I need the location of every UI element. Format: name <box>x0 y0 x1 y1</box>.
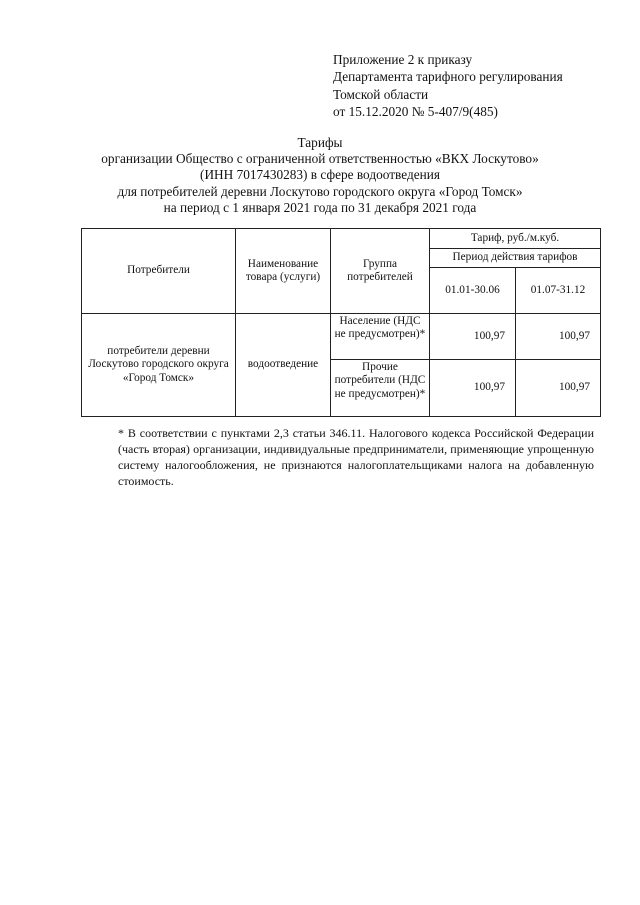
header-period-2: 01.07-31.12 <box>516 268 601 314</box>
appendix-reference <box>333 51 563 120</box>
product-cell: водоотведение <box>236 314 331 417</box>
heading-title: Тарифы <box>297 135 343 150</box>
group-cell: Население (НДС не предусмотрен)* <box>331 314 430 360</box>
appendix-line: Томской области <box>333 86 429 102</box>
tariff-value-cell: 100,97 <box>430 314 516 360</box>
group-cell: Прочие потребители (НДС не предусмотрен)* <box>331 360 430 417</box>
header-consumers: Потребители <box>82 229 236 314</box>
heading-line: для потребителей деревни Лоскутово городского округа «Город Томск» <box>117 183 523 199</box>
tariff-value-cell: 100,97 <box>516 360 601 417</box>
header-period: Период действия тарифов <box>430 249 601 268</box>
document-heading <box>80 135 560 216</box>
footnote: * В соответствии с пунктами 2,3 статьи 346.11. Налогового кодекса Российской Федерации (часть вторая) организации, индивидуальные предприниматели, применяющие упрощенную систему налогообложения, не признаются налогоплательщиками налога на добавленную стоимость. <box>118 426 594 488</box>
header-group: Группа потребителей <box>331 229 430 314</box>
appendix-line: от 15.12.2020 № 5-407/9(485) <box>333 103 498 119</box>
table-row <box>82 314 601 360</box>
header-product: Наименование товара (услуги) <box>236 229 331 314</box>
appendix-line: Департамента тарифного регулирования <box>333 69 563 85</box>
tariff-value-cell: 100,97 <box>430 360 516 417</box>
heading-line: (ИНН 7017430283) в сфере водоотведения <box>200 167 440 183</box>
heading-line: организации Общество с ограниченной ответственностью «ВКХ Лоскутово» <box>101 151 539 167</box>
appendix-line: Приложение 2 к приказу <box>333 52 473 67</box>
tariff-value-cell: 100,97 <box>516 314 601 360</box>
tariff-table <box>81 228 601 417</box>
header-tariff: Тариф, руб./м.куб. <box>430 229 601 249</box>
header-period-1: 01.01-30.06 <box>430 268 516 314</box>
consumers-cell: потребители деревни Лоскутово городского округа «Город Томск» <box>82 314 236 417</box>
heading-line: на период с 1 января 2021 года по 31 декабря 2021 года <box>163 199 477 215</box>
